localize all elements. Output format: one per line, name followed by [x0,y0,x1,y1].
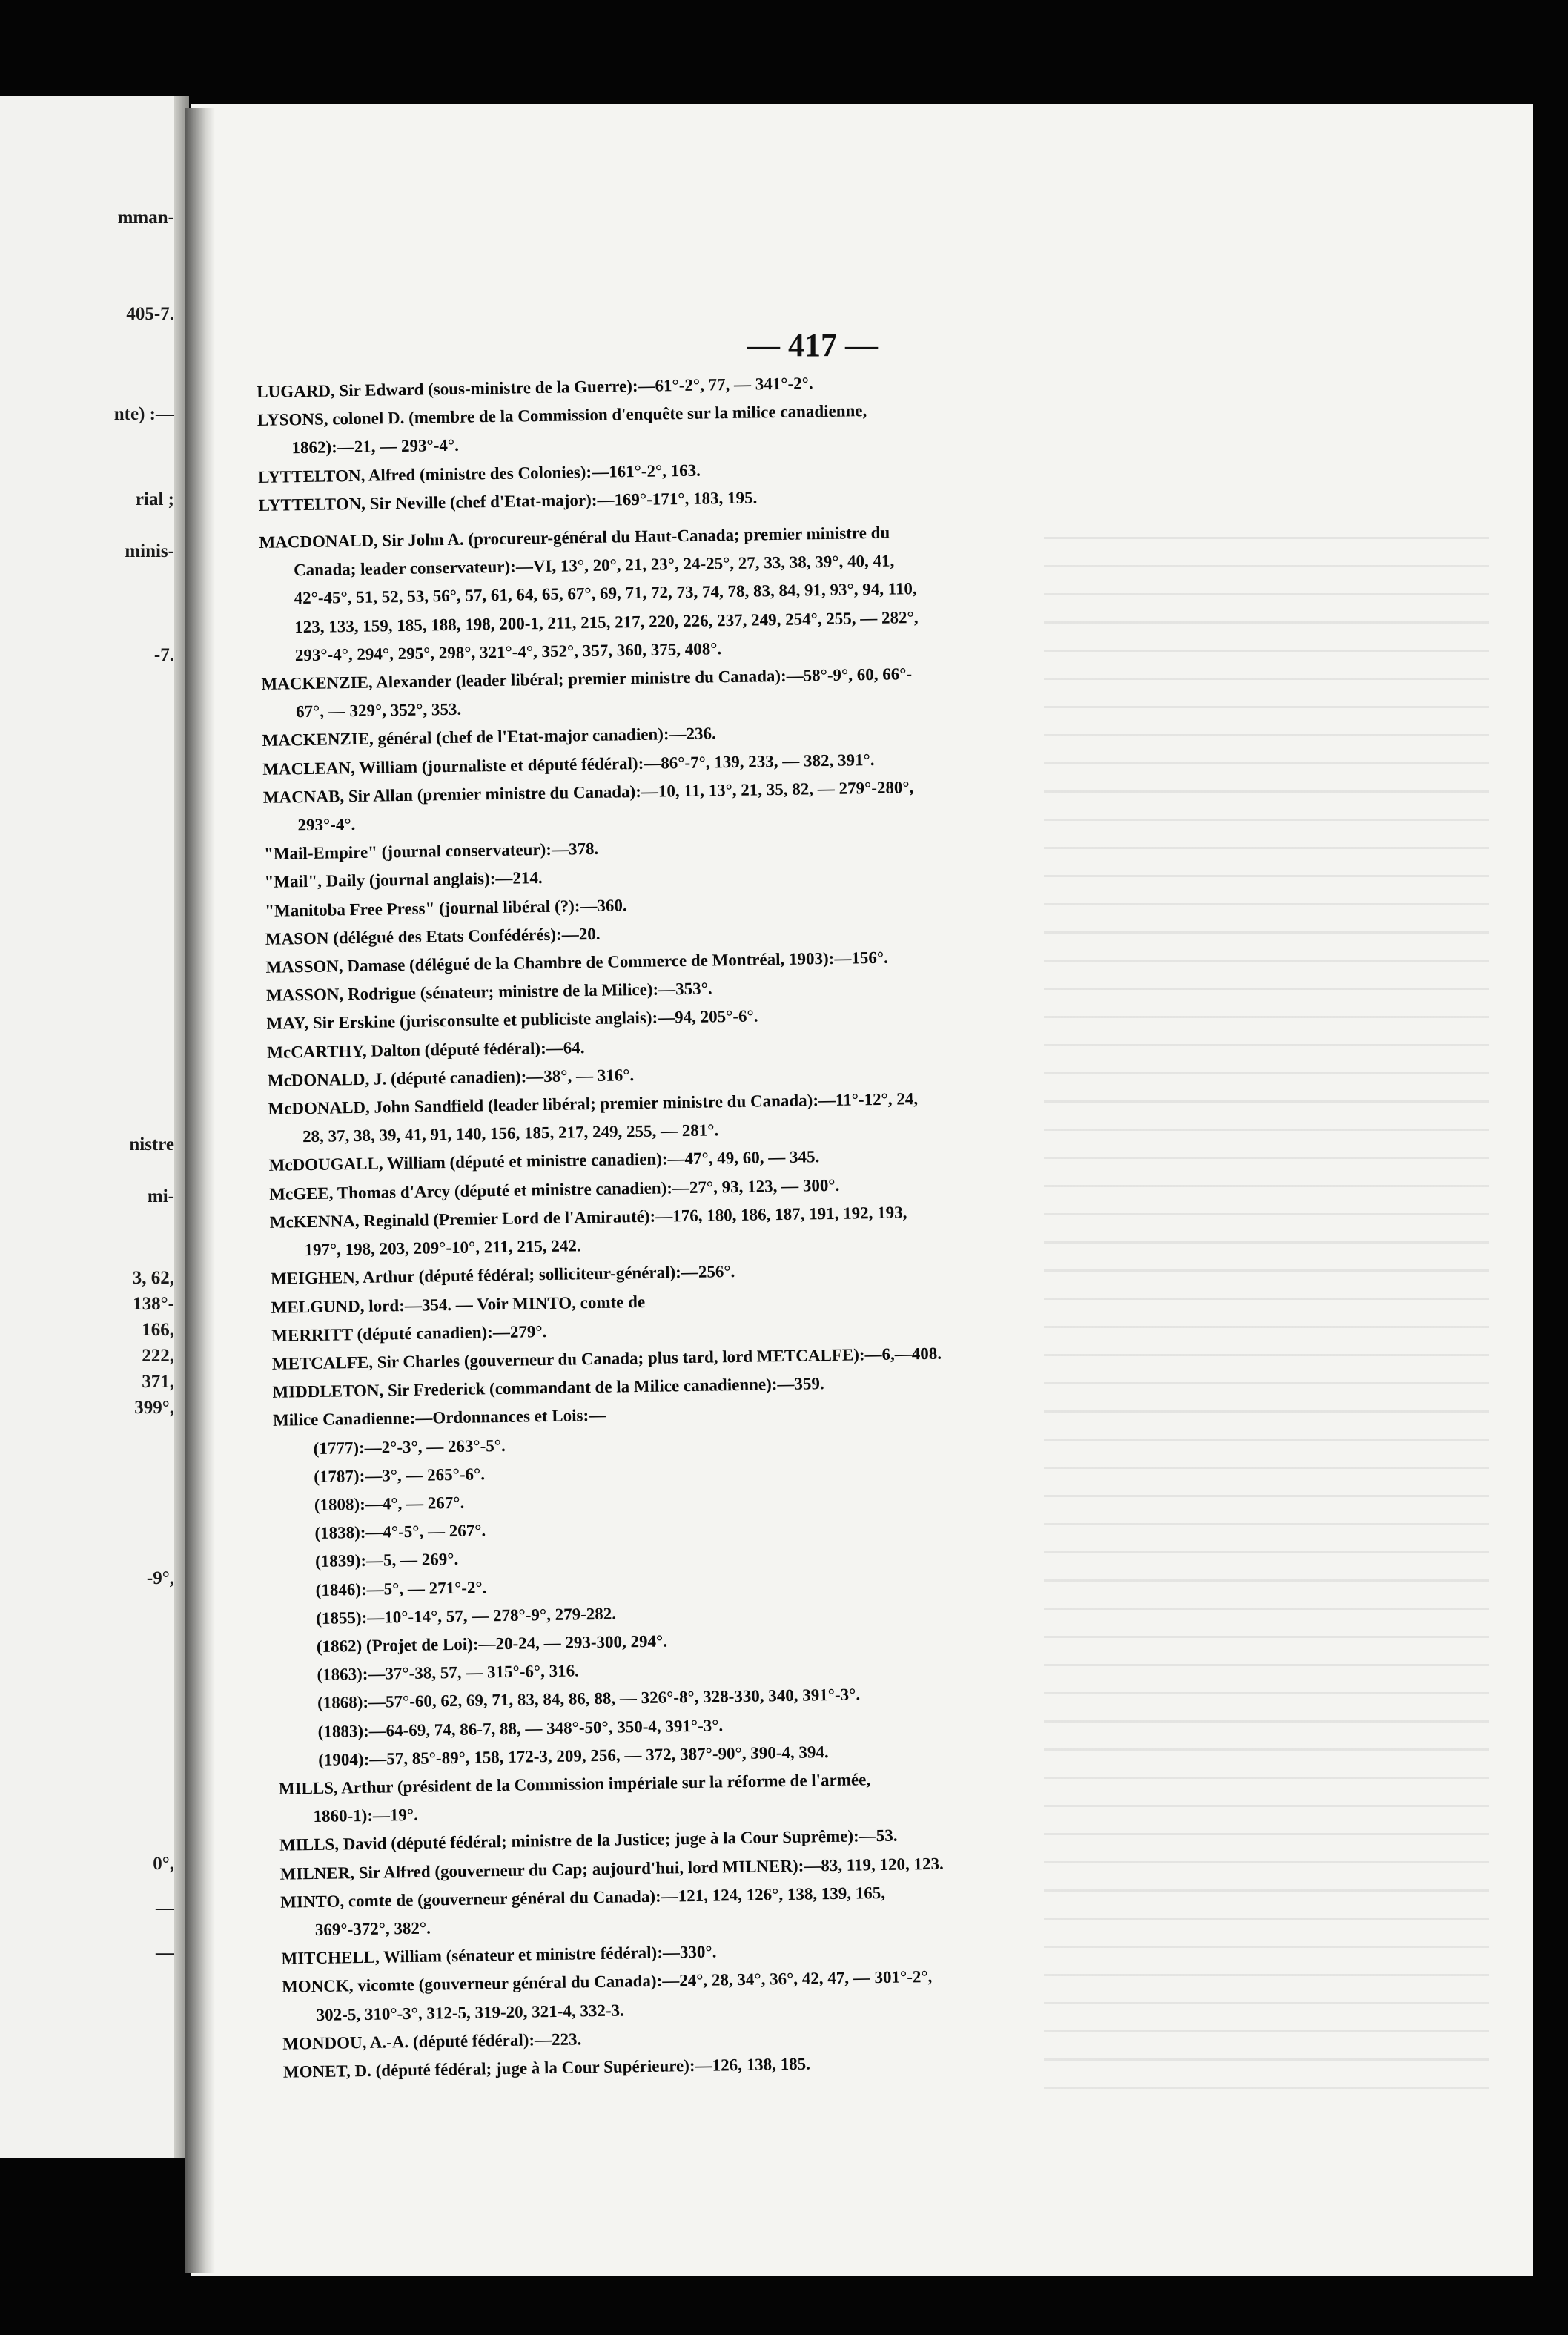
facing-page-text-fragment: 399°, [134,1398,174,1418]
index-entry-line: McCARTHY, Dalton (député fédéral):—64. [267,1037,585,1062]
index-entry-line: McKENNA, Reginald (Premier Lord de l'Amirauté):—176, 180, 186, 187, 191, 192, 193, [269,1203,907,1232]
index-entry-line: LYSONS, colonel D. (membre de la Commission d'enquête sur la milice canadienne, [257,401,867,430]
index-entry-line: 302-5, 310°-3°, 312-5, 319-20, 321-4, 332-3. [316,2001,624,2024]
index-entry-line: 1862):—21, — 293°-4°. [291,436,460,458]
index-subentry-line: (1838):—4°-5°, — 267°. [314,1521,486,1543]
index-entry-line: 293°-4°. [297,815,356,835]
facing-page-text-fragment: 138°- [133,1294,174,1314]
facing-page-text-fragment: -7. [153,645,174,665]
index-entry-line: Canada; leader conservateur):—VI, 13°, 20°, 21, 23°, 24-25°, 27, 33, 38, 39°, 40, 41, [293,551,895,580]
index-entry-line: MACKENZIE, Alexander (leader libéral; premier ministre du Canada):—58°-9°, 60, 66°- [261,664,913,693]
index-subentry-line: (1904):—57, 85°-89°, 158, 172-3, 209, 256, — 372, 387°-90°, 390-4, 394. [318,1742,829,1769]
index-entry-line: MILNER, Sir Alfred (gouverneur du Cap; aujourd'hui, lord MILNER):—83, 119, 120, 123. [279,1854,944,1883]
index-entry-line: 67°, — 329°, 352°, 353. [295,699,462,721]
index-entry-line: MELGUND, lord:—354. — Voir MINTO, comte de [271,1292,646,1317]
facing-page-text-fragment: 222, [142,1346,174,1366]
index-entry-line: "Mail-Empire" (journal conservateur):—378. [263,839,599,864]
index-entry-line: MILLS, David (député fédéral; ministre de la Justice; juge à la Cour Suprême):—53. [279,1826,898,1855]
facing-page-text-fragment: 166, [142,1320,174,1340]
facing-page-text-fragment: mi- [147,1186,174,1206]
index-entry-line: LUGARD, Sir Edward (sous-ministre de la Guerre):—61°-2°, 77, — 341°-2°. [257,374,813,401]
index-entry-line: MASSON, Rodrigue (sénateur; ministre de la Milice):—353°. [265,979,712,1005]
facing-page-text-fragment: nistre [129,1135,174,1155]
index-subentry-line: (1839):—5, — 269°. [314,1550,459,1571]
facing-page-text-fragment: — [156,1898,174,1918]
index-subentry-line: (1787):—3°, — 265°-6°. [314,1464,486,1486]
index-entry-line: LYTTELTON, Sir Neville (chef d'Etat-major):—169°-171°, 183, 195. [258,488,758,515]
index-entry-line: McGEE, Thomas d'Arcy (député et ministre canadien):—27°, 93, 123, — 300°. [269,1175,840,1203]
facing-page-text-fragment: -9°, [146,1568,174,1588]
index-entry-line: MASSON, Damase (délégué de la Chambre de Commerce de Montréal, 1903):—156°. [265,948,888,977]
facing-page-text-fragment: 371, [142,1372,174,1392]
index-entry-line: MACDONALD, Sir John A. (procureur-général du Haut-Canada; premier ministre du [259,523,890,552]
index-entry-line: McDOUGALL, William (député et ministre canadien):—47°, 49, 60, — 345. [268,1147,820,1175]
index-entry-line: "Mail", Daily (journal anglais):—214. [264,868,543,892]
index-entry-line: MONDOU, A.-A. (député fédéral):—223. [282,2029,582,2053]
index-entry-line: MONET, D. (député fédéral; juge à la Cour Supérieure):—126, 138, 185. [282,2054,811,2081]
index-entry [273,1387,1533,1774]
index-entry-line: 369°-372°, 382°. [314,1918,431,1939]
index-entries [257,358,1533,2087]
index-entry-line: MINTO, comte de (gouverneur général du Canada):—121, 124, 126°, 138, 139, 165, [280,1883,886,1912]
facing-page-text-fragment: mman- [117,208,174,228]
index-entry-line: McDONALD, J. (député canadien):—38°, — 316°. [267,1065,635,1090]
index-entry-line: McDONALD, John Sandfield (leader libéral; premier ministre du Canada):—11°-12°, 24, [268,1089,919,1118]
index-subentry-line: (1846):—5°, — 271°-2°. [315,1577,487,1599]
facing-page-text-fragment: 0°, [153,1854,174,1874]
index-entry-line: LYTTELTON, Alfred (ministre des Colonies):—161°-2°, 163. [257,460,701,486]
index-entry-line: 197°, 198, 203, 209°-10°, 211, 215, 242. [304,1236,581,1260]
facing-page-text-fragment: rial ; [135,489,174,509]
index-subentry-line: (1862) (Projet de Loi):—20-24, — 293-300, 294°. [316,1631,668,1656]
index-entry-line: MACNAB, Sir Allan (premier ministre du Canada):—10, 11, 13°, 21, 35, 82, — 279°-280°, [262,777,914,807]
index-entry-line: METCALFE, Sir Charles (gouverneur du Canada; plus tard, lord METCALFE):—6,—408. [271,1344,942,1373]
index-entry-line: MERRITT (député canadien):—279°. [271,1321,547,1345]
index-entry-line: MIDDLETON, Sir Frederick (commandant de la Milice canadienne):—359. [272,1374,824,1401]
facing-page-text-fragment: — [156,1943,174,1963]
facing-page-text-fragment: minis- [125,541,174,561]
facing-page-text-fragment: 3, 62, [132,1268,174,1288]
index-subentry-line: (1855):—10°-14°, 57, — 278°-9°, 279-282. [316,1604,617,1628]
index-entry-line: MEIGHEN, Arthur (député fédéral; solliciteur-général):—256°. [270,1262,735,1289]
index-entry-line: MITCHELL, William (sénateur et ministre fédéral):—330°. [281,1942,717,1968]
index-entry-line: Milice Canadienne:—Ordonnances et Lois:— [272,1406,606,1430]
index-entry-line: 28, 37, 38, 39, 41, 91, 140, 156, 185, 217, 249, 255, — 281°. [302,1120,719,1146]
index-subentry-line: (1868):—57°-60, 62, 69, 71, 83, 84, 86, 88, — 326°-8°, 328-330, 340, 391°-3°. [317,1685,861,1713]
index-entry-line: 1860-1):—19°. [313,1805,419,1826]
index-entry-line: 123, 133, 159, 185, 188, 198, 200-1, 211, 215, 217, 220, 226, 237, 249, 254°, 255, — 282°, [294,607,919,636]
index-entry-line: MACKENZIE, général (chef de l'Etat-major canadien):—236. [262,724,717,750]
index-entry-line: MONCK, vicomte (gouverneur général du Canada):—24°, 28, 34°, 36°, 42, 47, — 301°-2°, [281,1967,933,1997]
index-entry-line: MASON (délégué des Etats Confédérés):—20. [265,924,601,948]
index-subentry-line: (1883):—64-69, 74, 86-7, 88, — 348°-50°, 350-4, 391°-3°. [317,1715,724,1741]
index-entry-line: MILLS, Arthur (président de la Commission impériale sur la réforme de l'armée, [278,1770,871,1798]
facing-page-text-fragment: nte) :— [113,404,174,424]
page-number: — 417 — [747,327,878,363]
index-subentry-line: (1863):—37°-38, 57, — 315°-6°, 316. [317,1661,580,1685]
index-entry-line: 42°-45°, 51, 52, 53, 56°, 57, 61, 64, 65, 67°, 69, 71, 72, 73, 74, 78, 83, 84, 91, 93°, 94, 110, [294,579,917,608]
facing-page-text-fragment: 405-7. [126,304,174,324]
book-page [191,104,1533,2276]
index-entry-line: MAY, Sir Erskine (jurisconsulte et publiciste anglais):—94, 205°-6°. [266,1006,758,1034]
index-subentry-line: (1808):—4°, — 267°. [314,1493,465,1514]
index-entry-line: "Manitoba Free Press" (journal libéral (?):—360. [265,895,627,920]
facing-page [0,96,182,2158]
index-entry-line: 293°-4°, 294°, 295°, 298°, 321°-4°, 352°, 357, 360, 375, 408°. [294,639,722,665]
page-curl-edge [185,108,215,2273]
index-entry [259,509,1529,670]
index-entry-line: MACLEAN, William (journaliste et député fédéral):—86°-7°, 139, 233, — 382, 391°. [262,750,875,779]
index-subentry-line: (1777):—2°-3°, — 263°-5°. [313,1436,506,1458]
